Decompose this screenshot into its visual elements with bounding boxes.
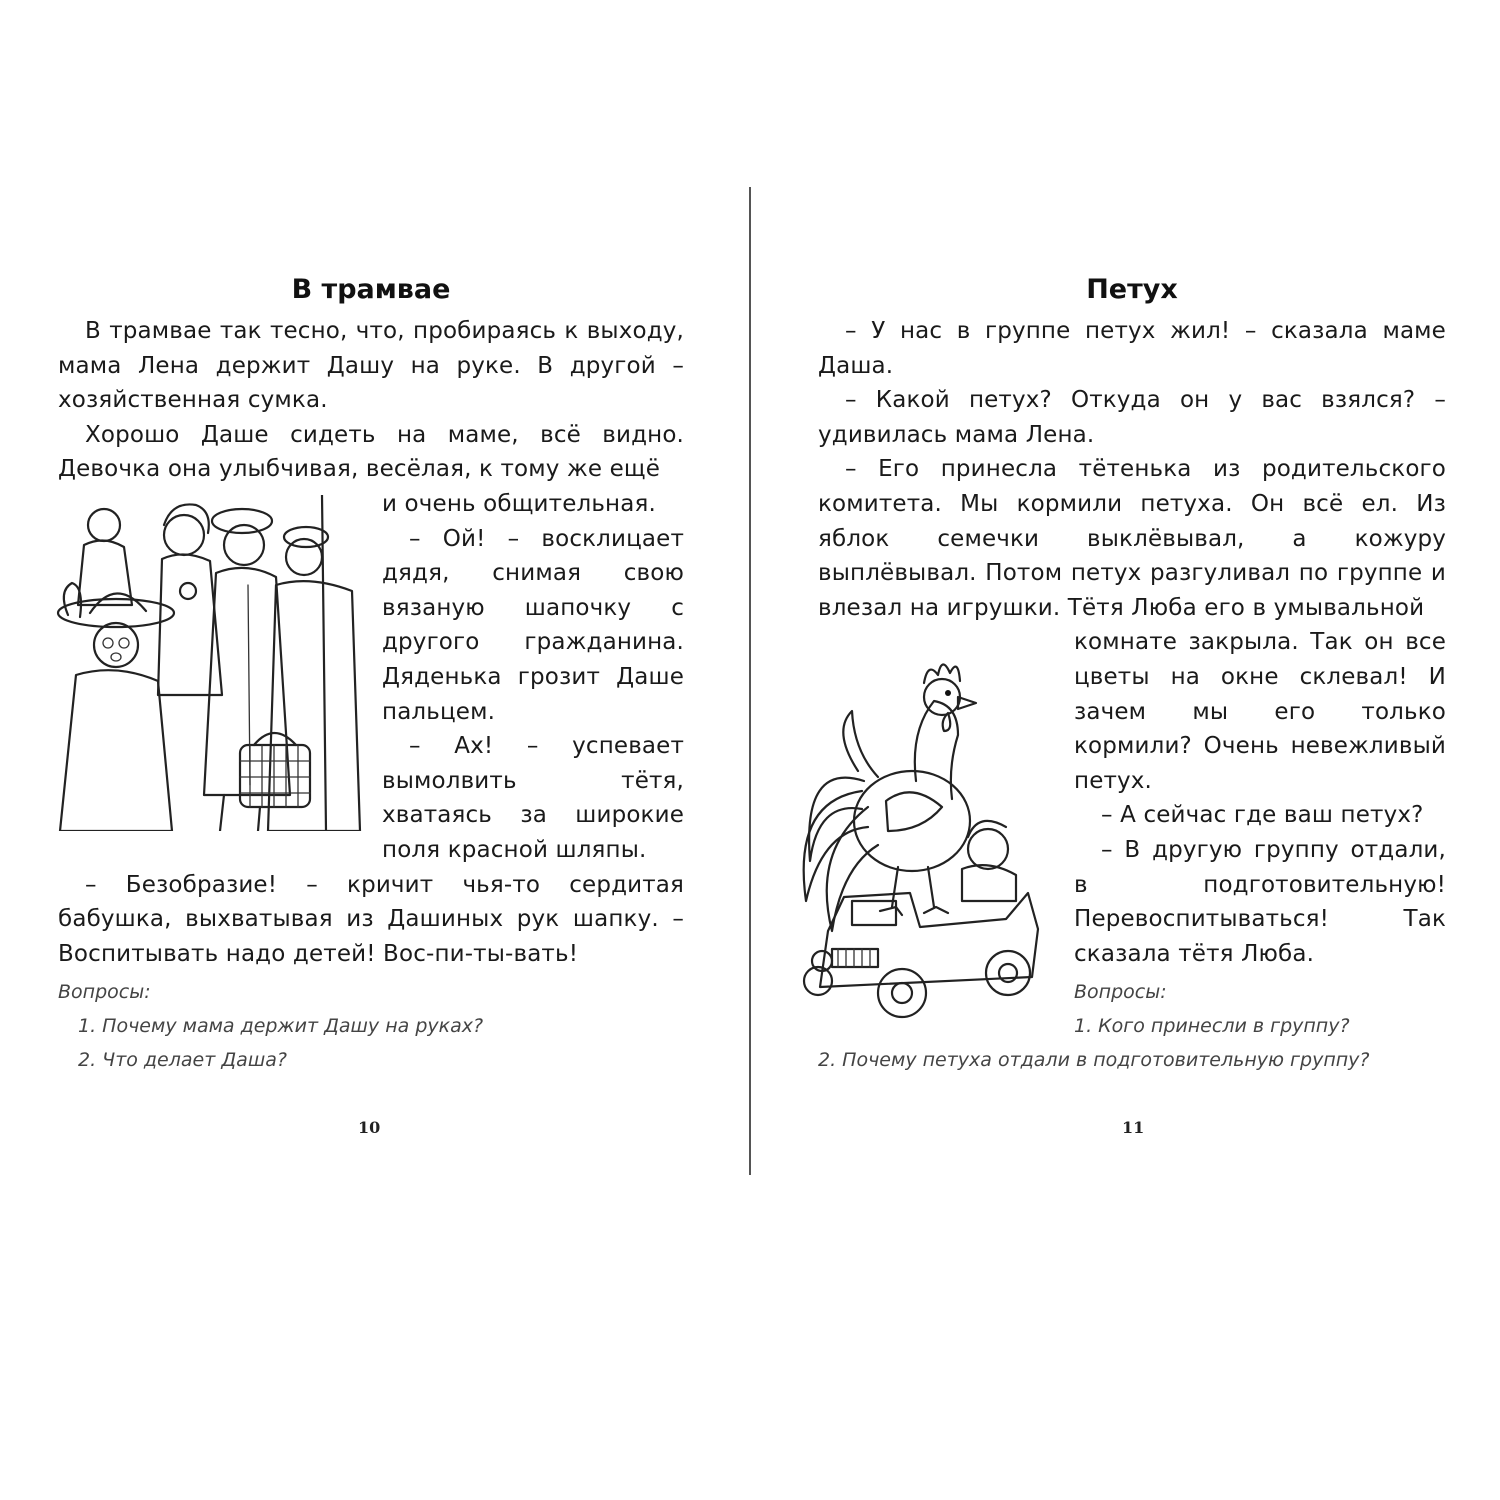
- left-question-2: 2. Что делает Даша?: [78, 1049, 287, 1072]
- right-page-title: Петух: [1086, 274, 1178, 305]
- rooster-on-toy-truck-illustration: [792, 631, 1050, 1027]
- page-gutter-divider: [749, 187, 751, 1175]
- left-paragraph-2: Хорошо Даше сидеть на маме, всё видно. Девочка она улыбчивая, весёлая, к тому же ещё: [58, 421, 684, 483]
- right-page-number: 11: [1122, 1118, 1145, 1137]
- left-page-number: 10: [358, 1118, 381, 1137]
- right-questions-heading: Вопросы:: [1074, 981, 1167, 1004]
- left-question-1: 1. Почему мама держит Дашу на руках?: [78, 1015, 484, 1038]
- left-paragraph-1: В трамвае так тесно, что, пробираясь к выходу, мама Лена держит Дашу на руке. В другой – хозяйственная сумка.: [58, 318, 684, 414]
- left-page: [58, 272, 684, 1077]
- right-question-2: 2. Почему петуха отдали в подготовительную группу?: [818, 1049, 1370, 1072]
- left-paragraph-4: – Ой! – восклицает дядя, снимая свою вязаную шапочку с другого гражданина. Дяденька грозит Даше пальцем.: [382, 525, 684, 725]
- left-paragraph-3: и очень общительная.: [382, 490, 656, 517]
- right-paragraph-3: – Его принесла тётенька из родительского комитета. Мы кормили петуха. Он всё ел. Из яблок семечки выклёвывал, а кожуру выплёвывал. Потом петух разгуливал по группе и влезал на игрушки. Тётя Люба его в умывальной: [818, 456, 1446, 621]
- right-paragraph-2: – Какой петух? Откуда он у вас взялся? – удивилась мама Лена.: [818, 387, 1446, 448]
- right-page: [818, 272, 1446, 1077]
- left-questions: [58, 975, 684, 1077]
- tram-passengers-illustration: [54, 495, 364, 835]
- right-paragraph-4: комнате закрыла. Так он все цветы на окне склевал! И зачем мы его только кормили? Очень невежливый петух.: [1074, 629, 1446, 794]
- left-page-title: В трамвае: [291, 274, 451, 305]
- left-paragraph-5: – Ах! – успевает вымолвить тётя, хватаясь за широкие поля красной шляпы.: [382, 733, 684, 863]
- left-paragraph-6: – Безобразие! – кричит чья-то сердитая бабушка, выхватывая из Дашиных рук шапку. – Воспитывать надо детей! Вос-пи-ты-вать!: [58, 871, 684, 967]
- right-question-1: 1. Кого принесли в группу?: [1074, 1015, 1350, 1038]
- right-paragraph-1: – У нас в группе петух жил! – сказала маме Даша.: [818, 318, 1446, 379]
- right-paragraph-6: – В другую группу отдали, в подготовительную! Перевоспитываться! Так сказала тётя Люба.: [1074, 836, 1446, 967]
- left-questions-heading: Вопросы:: [58, 981, 151, 1004]
- right-paragraph-5: – А сейчас где ваш петух?: [1101, 802, 1424, 829]
